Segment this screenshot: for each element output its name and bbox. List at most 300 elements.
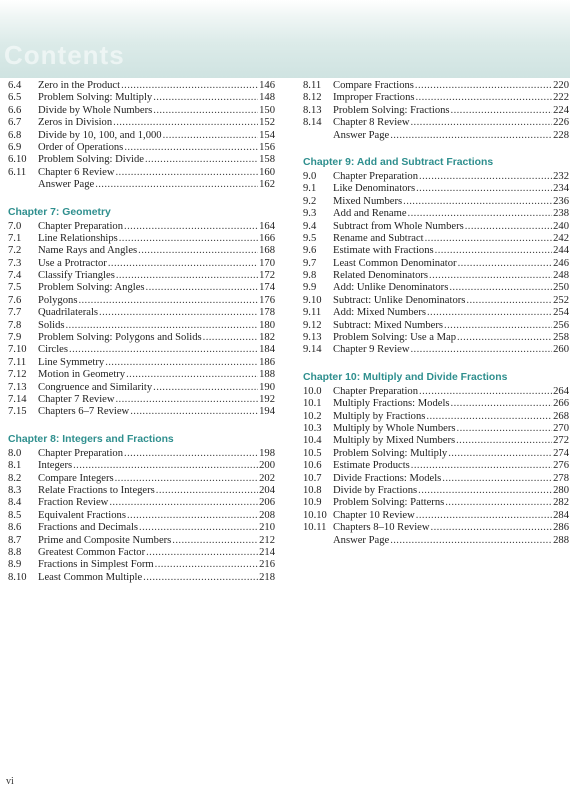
toc-entry [303,398,569,410]
toc-entry-page: 226 [553,117,569,129]
toc-entry-number: 8.9 [8,559,22,571]
toc-entry-title: Divide by Whole Numbers [38,104,153,116]
toc-entry-title: Solids [38,319,65,331]
toc-entry-page: 288 [553,534,569,546]
dot-leader [451,105,553,117]
toc-entry-title: Related Denominators [333,270,429,282]
toc-entry-title: Estimate with Fractions [333,245,434,257]
dot-leader [403,196,552,208]
toc-entry-number: 10.4 [303,435,322,447]
toc-entry [8,307,275,319]
toc-entry-title: Problem Solving: Polygons and Solids [38,332,202,344]
toc-entry [8,92,275,104]
toc-entry-number: 9.14 [303,344,322,356]
toc-entry-title: Subtract from Whole Numbers [333,220,464,232]
dot-leader [155,559,258,571]
toc-entry [8,473,275,485]
dot-leader [99,307,258,319]
toc-entry-title: Use a Protractor [38,257,107,269]
toc-entry-page: 240 [553,220,569,232]
toc-entry-title: Chapter Preparation [38,220,124,232]
dot-leader [113,117,258,129]
toc-entry-page: 164 [259,220,275,232]
toc-entry-page: 286 [553,522,569,534]
toc-entry-number: 9.2 [303,195,317,207]
toc-left-column [8,80,275,584]
dot-leader [146,282,259,294]
toc-entry-number: 7.3 [8,257,22,269]
toc-entry [8,245,275,257]
dot-leader [153,105,258,117]
toc-entry-title: Divide by 10, 100, and 1,000 [38,129,162,141]
toc-entry-page: 170 [259,257,275,269]
toc-entry-number: 7.10 [8,344,27,356]
toc-entry [303,245,569,257]
toc-entry-number: 6.6 [8,104,22,116]
chapter-heading: Chapter 9: Add and Subtract Fractions [303,156,494,168]
toc-entry-title: Problem Solving: Multiply [38,92,153,104]
dot-leader [411,117,553,129]
toc-entry-title: Compare Integers [38,472,114,484]
toc-entry [8,282,275,294]
dot-leader [124,221,258,233]
toc-entry-title: Fractions in Simplest Form [38,559,154,571]
toc-entry [303,510,569,522]
toc-entry-number: 8.3 [8,484,22,496]
toc-entry-number: 6.11 [8,166,27,178]
toc-entry-title: Chapter Preparation [38,447,124,459]
toc-entry-title: Chapter 8 Review [333,117,410,129]
toc-entry-title: Answer Page [38,179,95,191]
dot-leader [445,497,552,509]
toc-entry-page: 172 [259,270,275,282]
toc-entry-title: Line Relationships [38,232,118,244]
dot-leader [444,320,552,332]
toc-entry-page: 228 [553,129,569,141]
toc-entry [8,167,275,179]
toc-entry [303,295,569,307]
dot-leader [145,154,258,166]
toc-entry [303,221,569,233]
toc-entry [8,559,275,571]
toc-entry [8,485,275,497]
toc-entry-number: 10.11 [303,522,327,534]
toc-entry-number: 9.12 [303,319,322,331]
dot-leader [115,473,259,485]
toc-entry-page: 258 [553,332,569,344]
toc-entry-page: 244 [553,245,569,257]
toc-entry-title: Fraction Review [38,497,109,509]
toc-entry-page: 188 [259,369,275,381]
dot-leader [458,258,553,270]
page-folio: vi [6,776,14,787]
dot-leader [429,270,552,282]
toc-entry-page: 278 [553,472,569,484]
toc-entry [303,130,569,142]
toc-entry [303,208,569,220]
toc-entry-title: Chapter 10 Review [333,509,415,521]
toc-entry [8,117,275,129]
toc-entry [8,130,275,142]
toc-entry-title: Estimate Products [333,460,410,472]
toc-entry [303,386,569,398]
toc-entry-number: 10.1 [303,398,322,410]
toc-entry-page: 152 [259,117,275,129]
toc-entry-number: 8.6 [8,522,22,534]
toc-entry [8,497,275,509]
toc-entry [303,411,569,423]
toc-entry-title: Problem Solving: Angles [38,282,145,294]
toc-entry-number: 10.6 [303,460,322,472]
toc-entry [8,522,275,534]
toc-entry-number: 7.7 [8,307,22,319]
toc-entry-number: 6.10 [8,154,27,166]
toc-right-column [303,80,569,547]
toc-entry-page: 178 [259,307,275,319]
toc-entry-title: Motion in Geometry [38,369,126,381]
toc-entry-number: 10.8 [303,484,322,496]
toc-entry [303,196,569,208]
toc-entry [303,448,569,460]
dot-leader [127,510,258,522]
header-band [0,0,570,78]
chapter-heading: Chapter 8: Integers and Fractions [8,433,174,445]
toc-entry [303,332,569,344]
toc-entry-title: Mixed Numbers [333,195,403,207]
toc-entry-number: 7.2 [8,245,22,257]
toc-entry-page: 154 [259,129,275,141]
toc-entry-number: 8.0 [8,447,22,459]
toc-entry-number: 7.5 [8,282,22,294]
toc-entry [8,382,275,394]
toc-entry-number: 8.4 [8,497,22,509]
toc-entry [303,423,569,435]
toc-entry-number: 9.0 [303,170,317,182]
dot-leader [116,167,259,179]
toc-entry-page: 210 [259,522,275,534]
dot-leader [431,522,553,534]
toc-entry-title: Problem Solving: Use a Map [333,332,456,344]
toc-entry [303,258,569,270]
toc-entry-number: 6.5 [8,92,22,104]
toc-entry-title: Quadrilaterals [38,307,99,319]
toc-entry [303,80,569,92]
toc-entry-number: 8.2 [8,472,22,484]
dot-leader [153,92,258,104]
dot-leader [435,245,552,257]
toc-entry [8,154,275,166]
dot-leader [419,386,552,398]
toc-entry-number: 9.8 [303,270,317,282]
toc-entry-title: Subtract: Unlike Denominators [333,294,466,306]
toc-entry-number: 10.3 [303,422,322,434]
dot-leader [109,497,258,509]
toc-entry-title: Chapter 6 Review [38,166,115,178]
toc-entry [8,460,275,472]
toc-entry-title: Order of Operations [38,141,124,153]
dot-leader [124,448,258,460]
toc-entry [303,522,569,534]
toc-entry [303,171,569,183]
dot-leader [419,171,552,183]
toc-entry-page: 282 [553,497,569,509]
toc-entry [303,485,569,497]
toc-entry-page: 168 [259,245,275,257]
dot-leader [416,510,552,522]
toc-entry-title: Congruence and Similarity [38,381,153,393]
toc-entry-page: 274 [553,447,569,459]
toc-entry-page: 270 [553,422,569,434]
toc-entry [8,221,275,233]
toc-entry [8,179,275,191]
toc-entry-number: 7.12 [8,369,27,381]
toc-entry-page: 148 [259,92,275,104]
toc-entry-title: Classify Triangles [38,270,115,282]
toc-entry-number: 8.12 [303,92,322,104]
toc-entry-title: Multiply Fractions: Models [333,398,450,410]
dot-leader [425,233,553,245]
dot-leader [156,485,258,497]
toc-entry [8,80,275,92]
toc-entry-number: 7.14 [8,393,27,405]
toc-entry-number: 6.7 [8,117,22,129]
toc-entry [303,270,569,282]
toc-entry-page: 204 [259,484,275,496]
dot-leader [105,357,258,369]
toc-entry-page: 146 [259,80,275,91]
toc-entry [8,142,275,154]
dot-leader [119,233,258,245]
toc-entry-number: 6.4 [8,80,22,91]
dot-leader [172,535,258,547]
toc-entry-number: 10.2 [303,410,322,422]
toc-entry-number: 7.11 [8,356,27,368]
toc-entry-page: 256 [553,319,569,331]
toc-entry [8,448,275,460]
toc-entry-page: 212 [259,534,275,546]
toc-entry-number: 7.15 [8,406,27,418]
toc-entry-page: 284 [553,509,569,521]
toc-entry-title: Multiply by Mixed Numbers [333,435,456,447]
toc-entry [8,344,275,356]
toc-entry-page: 192 [259,393,275,405]
toc-entry-page: 276 [553,460,569,472]
dot-leader [153,382,258,394]
toc-entry-page: 266 [553,398,569,410]
dot-leader [408,208,553,220]
dot-leader [411,460,552,472]
toc-entry [303,233,569,245]
dot-leader [66,320,259,332]
toc-entry-number: 8.5 [8,509,22,521]
toc-entry-page: 166 [259,232,275,244]
toc-entry-title: Chapters 6–7 Review [38,406,130,418]
toc-entry [303,497,569,509]
toc-entry-page: 232 [553,170,569,182]
toc-entry-number: 8.13 [303,104,322,116]
toc-entry-title: Chapter Preparation [333,170,419,182]
toc-entry-title: Line Symmetry [38,356,105,368]
toc-entry-page: 186 [259,356,275,368]
toc-entry-number: 6.9 [8,141,22,153]
toc-entry-page: 238 [553,208,569,220]
dot-leader [78,295,258,307]
toc-entry-title: Rename and Subtract [333,232,424,244]
toc-entry-page: 206 [259,497,275,509]
toc-entry-page: 234 [553,183,569,195]
toc-entry-title: Chapter Preparation [333,385,419,397]
dot-leader [449,282,552,294]
dot-leader [448,448,552,460]
dot-leader [442,473,552,485]
toc-entry-title: Least Common Multiple [38,571,143,583]
toc-entry-page: 224 [553,104,569,116]
dot-leader [466,295,552,307]
toc-entry-title: Answer Page [333,129,390,141]
toc-entry [8,357,275,369]
toc-entry-number: 7.13 [8,381,27,393]
dot-leader [73,460,258,472]
toc-entry-number: 10.9 [303,497,322,509]
toc-entry-title: Integers [38,460,73,472]
dot-leader [415,80,552,92]
toc-entry-page: 242 [553,232,569,244]
toc-entry [8,320,275,332]
dot-leader [139,522,258,534]
dot-leader [465,221,552,233]
toc-entry-number: 8.8 [8,546,22,558]
toc-entry-title: Answer Page [333,534,390,546]
toc-entry [8,572,275,584]
toc-entry-page: 158 [259,154,275,166]
dot-leader [138,245,258,257]
toc-entry [8,105,275,117]
dot-leader [146,547,258,559]
toc-entry-title: Subtract: Mixed Numbers [333,319,444,331]
toc-entry-number: 9.5 [303,232,317,244]
dot-leader [457,423,553,435]
toc-entry-page: 190 [259,381,275,393]
dot-leader [130,406,258,418]
toc-entry-page: 222 [553,92,569,104]
toc-entry-title: Add: Unlike Denominators [333,282,449,294]
toc-entry-title: Zero in the Product [38,80,121,91]
dot-leader [69,344,258,356]
toc-entry-title: Chapter 9 Review [333,344,410,356]
toc-entry-page: 254 [553,307,569,319]
dot-leader [457,332,552,344]
toc-entry [8,406,275,418]
toc-entry-number: 10.7 [303,472,322,484]
dot-leader [108,258,258,270]
dot-leader [163,130,259,142]
toc-entry-title: Chapter 7 Review [38,393,115,405]
toc-entry-title: Problem Solving: Fractions [333,104,450,116]
toc-entry-number: 7.0 [8,220,22,232]
toc-entry [8,233,275,245]
chapter-heading: Chapter 10: Multiply and Divide Fractions [303,371,508,383]
toc-entry-number: 10.10 [303,509,327,521]
toc-entry-number: 9.9 [303,282,317,294]
toc-entry-number: 7.6 [8,294,22,306]
toc-entry-page: 214 [259,546,275,558]
toc-entry-page: 176 [259,294,275,306]
toc-entry [8,332,275,344]
toc-entry-title: Problem Solving: Divide [38,154,144,166]
dot-leader [416,92,553,104]
toc-entry-title: Least Common Denominator [333,257,457,269]
toc-entry-title: Zeros in Division [38,117,113,129]
dot-leader [416,183,552,195]
chapter-heading: Chapter 7: Geometry [8,206,111,218]
header-watermark-word: Contents [4,40,125,70]
toc-entry-page: 162 [259,179,275,191]
toc-entry-title: Divide Fractions: Models [333,472,442,484]
toc-entry-page: 216 [259,559,275,571]
toc-entry-page: 248 [553,270,569,282]
toc-entry-number: 10.0 [303,385,322,397]
toc-entry-page: 252 [553,294,569,306]
toc-entry-page: 180 [259,319,275,331]
toc-entry-number: 8.11 [303,80,322,91]
toc-entry [303,535,569,547]
dot-leader [451,398,553,410]
dot-leader [426,411,552,423]
toc-entry [8,270,275,282]
toc-entry [8,258,275,270]
toc-entry [303,183,569,195]
toc-entry-title: Add: Mixed Numbers [333,307,426,319]
toc-entry-number: 8.14 [303,117,322,129]
toc-entry-title: Improper Fractions [333,92,415,104]
toc-entry-number: 9.1 [303,183,317,195]
toc-entry-number: 10.5 [303,447,322,459]
toc-entry-number: 9.6 [303,245,317,257]
toc-entry [8,369,275,381]
toc-entry-title: Equivalent Fractions [38,509,126,521]
toc-entry-page: 156 [259,141,275,153]
toc-entry-page: 246 [553,257,569,269]
toc-entry [8,510,275,522]
toc-entry-number: 8.10 [8,571,27,583]
toc-entry-page: 200 [259,460,275,472]
toc-entry-page: 182 [259,332,275,344]
toc-entry-title: Greatest Common Factor [38,546,146,558]
toc-entry-title: Like Denominators [333,183,416,195]
toc-entry-title: Problem Solving: Patterns [333,497,445,509]
toc-entry-page: 198 [259,447,275,459]
toc-entry [8,535,275,547]
toc-entry-number: 7.1 [8,232,22,244]
toc-entry-title: Multiply by Whole Numbers [333,422,456,434]
dot-leader [427,307,552,319]
toc-entry-title: Prime and Composite Numbers [38,534,172,546]
toc-entry-title: Fractions and Decimals [38,522,139,534]
dot-leader [124,142,258,154]
toc-entry-number: 9.7 [303,257,317,269]
toc-entry-page: 184 [259,344,275,356]
toc-entry-page: 250 [553,282,569,294]
toc-entry-page: 174 [259,282,275,294]
toc-entry-number: 9.11 [303,307,322,319]
dot-leader [126,369,258,381]
dot-leader [411,344,553,356]
dot-leader [456,435,552,447]
dot-leader [95,179,258,191]
toc-entry-title: Circles [38,344,69,356]
toc-entry-number: 8.1 [8,460,22,472]
toc-entry [303,117,569,129]
